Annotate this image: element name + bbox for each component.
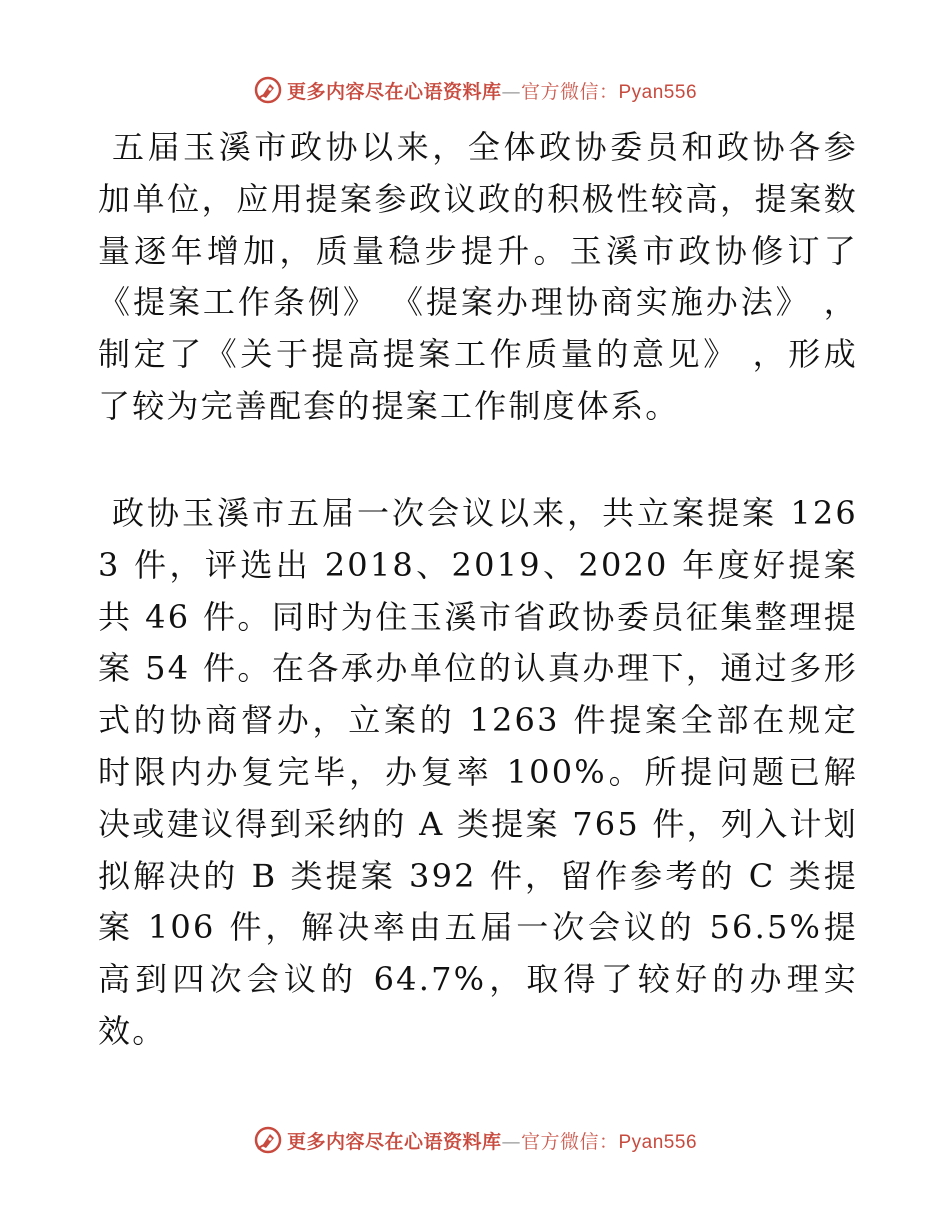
- watermark-text: [287, 77, 697, 104]
- watermark-label: 官方微信：: [520, 80, 619, 103]
- watermark-text: [287, 1127, 697, 1154]
- watermark-main: 更多内容尽在心语资料库: [286, 1130, 502, 1153]
- pen-nib-logo-icon: [253, 1125, 283, 1155]
- watermark-separator: —: [501, 1130, 521, 1153]
- paragraph-proposal-statistics: 政协玉溪市五届一次会议以来，共立案提案 1263 件，评选出 2018、2019、2020 年度好提案共 46 件。同时为住玉溪市省政协委员征集整理提案 54 件。在各承办单位的认真办理下，通过多形式的协商督办，立案的 1263 件提案全部在规定时限内办复完毕，办复率 100%。所提问题已解决或建议得到采纳的 A 类提案 765 件，列入计划拟解决的 B 类提案 392 件，留作参考的 C 类提案 106 件，解决率由五届一次会议的 56.5%提高到四次会议的 64.7%，取得了较好的办理实效。: [98, 494, 858, 1050]
- watermark-handle: Pyan556: [618, 81, 698, 103]
- watermark-label: 官方微信：: [520, 1130, 619, 1153]
- watermark-main: 更多内容尽在心语资料库: [286, 80, 502, 103]
- footer-watermark-banner: [0, 1122, 950, 1158]
- pen-nib-logo-icon: [253, 75, 283, 105]
- watermark-handle: Pyan556: [618, 1131, 698, 1153]
- watermark-separator: —: [501, 80, 521, 103]
- header-watermark-banner: [0, 72, 950, 108]
- paragraph-proposal-system: 五届玉溪市政协以来，全体政协委员和政协各参加单位，应用提案参政议政的积极性较高，提案数量逐年增加，质量稳步提升。玉溪市政协修订了《提案工作条例》 《提案办理协商实施办法》 ，制定了《关于提高提案工作质量的意见》 ，形成了较为完善配套的提案工作制度体系。: [98, 128, 858, 425]
